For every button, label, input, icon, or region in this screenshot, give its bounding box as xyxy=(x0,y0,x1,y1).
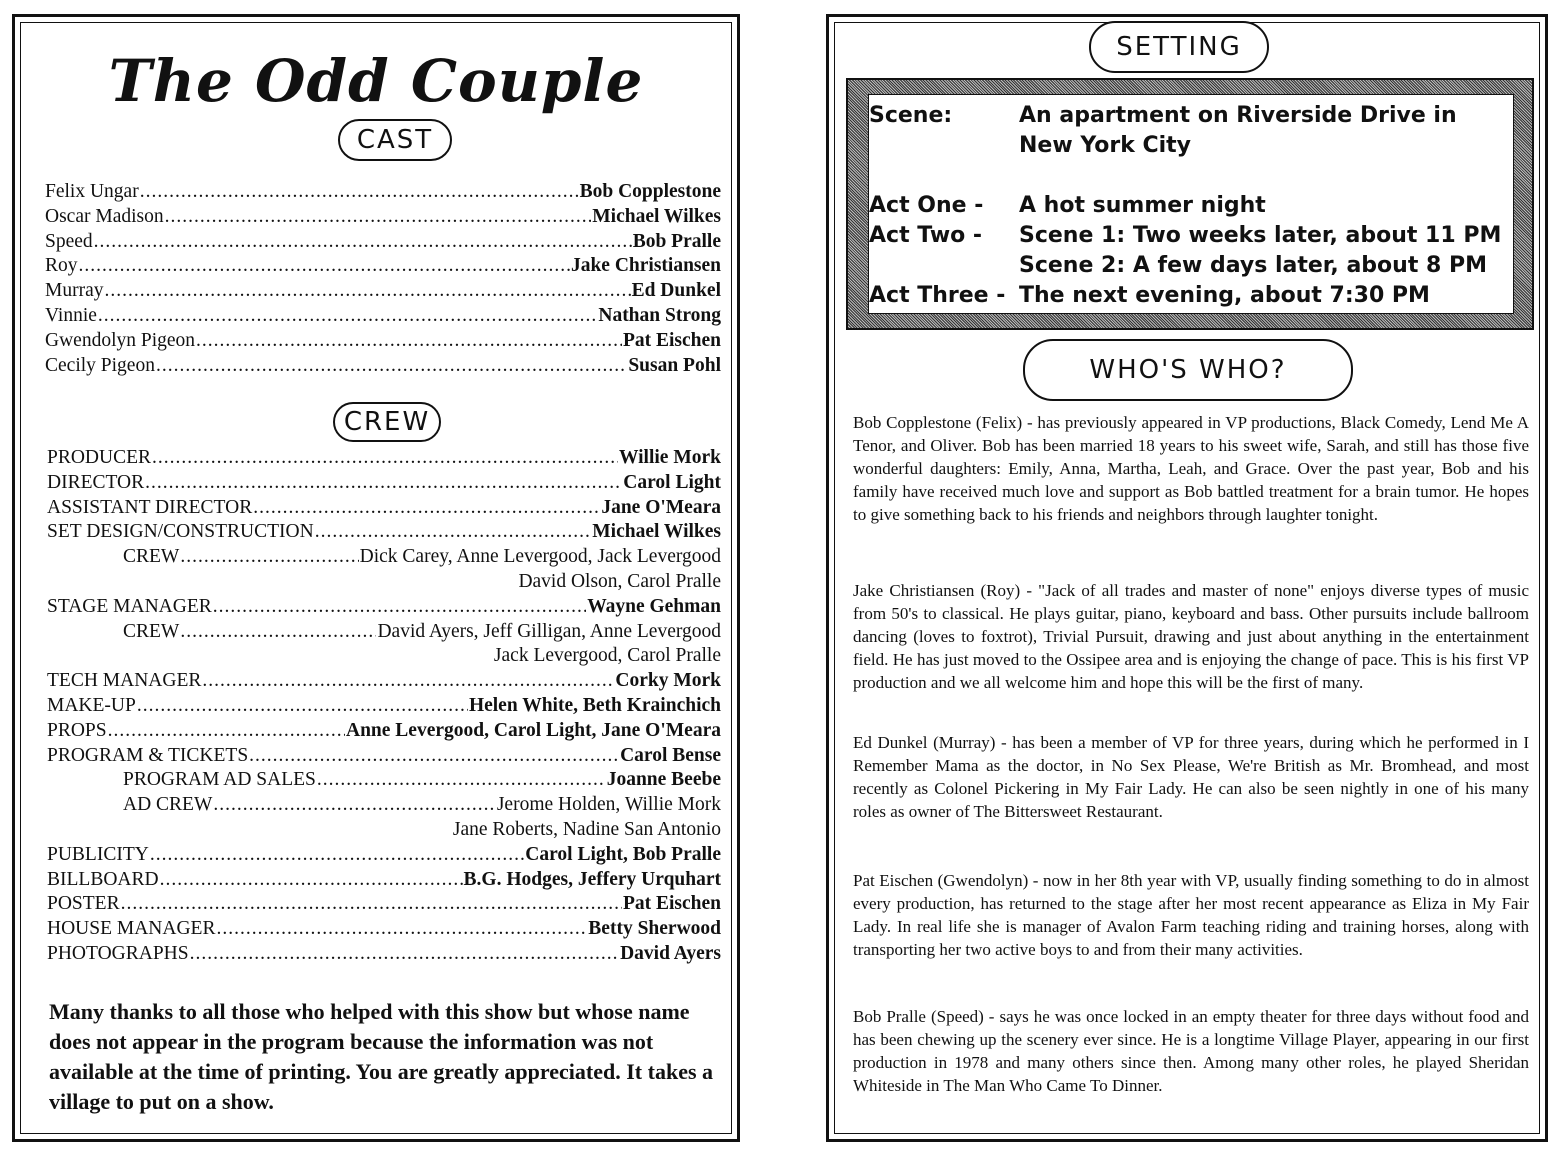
setting-list xyxy=(868,94,1514,314)
crew-name: Dick Carey, Anne Levergood, Jack Levergood xyxy=(359,546,721,568)
cast-row xyxy=(45,206,721,231)
leader-dots xyxy=(180,546,358,568)
crew-list xyxy=(47,447,721,968)
crew-name: Jane O'Meara xyxy=(601,496,721,518)
crew-row xyxy=(47,521,721,546)
crew-row xyxy=(47,745,721,770)
cast-role: Felix Ungar xyxy=(45,181,139,202)
cast-row xyxy=(45,231,721,256)
setting-text: The next evening, about 7:30 PM xyxy=(1019,283,1430,308)
crew-name: David Ayers xyxy=(620,942,721,964)
leader-dots xyxy=(216,918,587,940)
crew-role: PROPS xyxy=(47,719,107,741)
crew-name: Carol Bense xyxy=(620,744,721,766)
leader-dots xyxy=(180,621,376,643)
cast-role: Roy xyxy=(45,255,78,277)
leader-dots xyxy=(196,330,622,352)
crew-role: AD CREW xyxy=(123,794,213,816)
crew-role: DIRECTOR xyxy=(47,471,145,493)
crew-role: TECH MANAGER xyxy=(47,670,202,692)
crew-row xyxy=(47,546,721,571)
crew-role: PHOTOGRAPHS xyxy=(47,942,189,964)
crew-name: Betty Sherwood xyxy=(588,918,721,940)
crew-row xyxy=(47,621,721,646)
cast-row xyxy=(45,330,721,355)
crew-heading: CREW xyxy=(333,402,441,442)
leader-dots xyxy=(108,720,345,742)
crew-name: B.G. Hodges, Jeffery Urquhart xyxy=(463,868,721,890)
cast-actor: Pat Eischen xyxy=(622,329,721,351)
crew-name: Michael Wilkes xyxy=(592,521,721,543)
leader-dots xyxy=(150,844,524,866)
setting-box xyxy=(846,78,1534,330)
leader-dots xyxy=(152,447,618,469)
cast-row xyxy=(45,181,721,206)
leader-dots xyxy=(121,893,622,915)
bio-paragraph: Pat Eischen (Gwendolyn) - now in her 8th year with VP, usually finding something to do in almost every production, has returned to the stage after her most recent appearance as Eliza in My Fair Lady. In real life she is manager of Avalon Farm teaching riding and training horses, along with transporting her two active boys to and from their many activities. xyxy=(853,871,1529,959)
cast-actor: Ed Dunkel xyxy=(631,280,721,302)
cast-actor: Bob Copplestone xyxy=(579,181,721,202)
setting-text: A hot summer night xyxy=(1019,193,1266,218)
crew-role: PROGRAM AD SALES xyxy=(123,769,316,791)
crew-name-continued: Jack Levergood, Carol Pralle xyxy=(493,645,721,667)
crew-name: Corky Mork xyxy=(615,670,721,692)
leader-dots xyxy=(160,869,463,891)
leader-dots xyxy=(145,472,622,494)
crew-role: PRODUCER xyxy=(47,447,152,468)
cast-row xyxy=(45,280,721,305)
crew-row-continued xyxy=(47,571,721,596)
crew-name: Carol Light, Bob Pralle xyxy=(525,843,721,865)
cast-row xyxy=(45,255,721,280)
cast-role: Gwendolyn Pigeon xyxy=(45,329,196,351)
cast-actor: Jake Christiansen xyxy=(570,255,721,277)
crew-role: PUBLICITY xyxy=(47,843,149,865)
crew-name: Willie Mork xyxy=(618,447,721,468)
setting-text: An apartment on Riverside Drive in xyxy=(1019,103,1457,128)
crew-row xyxy=(47,893,721,918)
whos-who-heading: WHO'S WHO? xyxy=(1023,339,1353,401)
cast-role: Cecily Pigeon xyxy=(45,354,155,376)
cast-role: Speed xyxy=(45,230,93,252)
cast-role: Oscar Madison xyxy=(45,205,164,227)
bio-paragraph: Ed Dunkel (Murray) - has been a member of VP for three years, during which he performed in I Remember Mama as the doctor, in No Sex Please, We're British as Mr. Bromhead, and most recently as Colonel Pickering in My Fair Lady. He can also be seen nightly in one of his many roles as owner of The Bittersweet Restaurant. xyxy=(853,733,1529,821)
crew-name: Joanne Beebe xyxy=(606,769,721,791)
setting-label: Scene: xyxy=(869,103,953,128)
crew-role: CREW xyxy=(123,546,180,568)
crew-name: Carol Light xyxy=(623,471,721,493)
bio-paragraph: Bob Pralle (Speed) - says he was once locked in an empty theater for three days without food and has been chewing up the scenery ever since. He is a longtime Village Player, appearing in our first production in 1978 and many others since then. Among many other roles, he played Sheridan Whiteside in The Man Who Came To Dinner. xyxy=(853,1007,1529,1095)
setting-text: New York City xyxy=(1019,133,1192,158)
leader-dots xyxy=(213,596,586,618)
cast-role: Vinnie xyxy=(45,304,97,326)
leader-dots xyxy=(165,206,592,228)
crew-row xyxy=(47,769,721,794)
crew-row xyxy=(47,596,721,621)
setting-label: Act One - xyxy=(869,193,984,218)
crew-row xyxy=(47,472,721,497)
leader-dots xyxy=(317,769,606,791)
crew-name: Pat Eischen xyxy=(622,893,721,915)
cast-role: Murray xyxy=(45,280,104,302)
setting-text: Scene 1: Two weeks later, about 11 PM xyxy=(1019,223,1502,248)
crew-row xyxy=(47,943,721,968)
leader-dots xyxy=(315,521,592,543)
crew-row xyxy=(47,918,721,943)
crew-role: CREW xyxy=(123,620,180,642)
crew-role: POSTER xyxy=(47,893,120,915)
crew-row-continued xyxy=(47,645,721,670)
crew-row xyxy=(47,670,721,695)
leader-dots xyxy=(104,280,630,302)
cast-actor: Susan Pohl xyxy=(628,354,721,376)
cast-row xyxy=(45,355,721,380)
leader-dots xyxy=(202,670,614,692)
cast-actor: Bob Pralle xyxy=(632,230,721,252)
crew-name-continued: David Olson, Carol Pralle xyxy=(518,570,721,592)
crew-name: Helen White, Beth Krainchich xyxy=(468,694,721,716)
cast-heading: CAST xyxy=(338,119,452,161)
bio-paragraph: Jake Christiansen (Roy) - "Jack of all trades and master of none" enjoys diverse types of music from 50's to classical. He plays guitar, piano, keyboard and bass. Other pursuits include ballroom dancing (loves to foxtrot), Trivial Pursuit, drawing and just about anything in the entertainment field. He has just moved to the Ossipee area and is enjoying the change of pace. This is his first VP production and we all welcome him and hope this will be the first of many. xyxy=(853,581,1529,692)
crew-name: Jerome Holden, Willie Mork xyxy=(496,794,721,816)
leader-dots xyxy=(253,497,600,519)
crew-row xyxy=(47,695,721,720)
crew-name: Anne Levergood, Carol Light, Jane O'Meara xyxy=(346,719,721,741)
crew-row xyxy=(47,447,721,472)
leader-dots xyxy=(213,794,495,816)
setting-heading: SETTING xyxy=(1089,21,1269,73)
crew-role: ASSISTANT DIRECTOR xyxy=(47,496,253,518)
cast-row xyxy=(45,305,721,330)
leader-dots xyxy=(156,355,627,377)
right-page xyxy=(826,14,1548,1142)
crew-row-continued xyxy=(47,819,721,844)
leader-dots xyxy=(94,231,632,253)
left-page xyxy=(12,14,740,1142)
leader-dots xyxy=(137,695,468,717)
cast-actor: Michael Wilkes xyxy=(592,205,721,227)
crew-role: BILLBOARD xyxy=(47,868,159,890)
leader-dots xyxy=(249,745,619,767)
crew-row xyxy=(47,844,721,869)
show-title: The Odd Couple xyxy=(108,47,644,115)
leader-dots xyxy=(79,255,570,277)
crew-row xyxy=(47,720,721,745)
bio-paragraph: Bob Copplestone (Felix) - has previously appeared in VP productions, Black Comedy, Lend Me A Tenor, and Oliver. Bob has been married 18 years to his sweet wife, Sarah, and still has those five wonderful daughters: Emily, Anna, Martha, Leah, and Grace. Over the past year, Bob and his family have received much love and support as Bob battled treatment for a brain tumor. He hopes to give something back to his friends and neighbors through laughter tonight. xyxy=(853,413,1529,524)
crew-role: MAKE-UP xyxy=(47,694,136,716)
crew-row xyxy=(47,794,721,819)
setting-text: Scene 2: A few days later, about 8 PM xyxy=(1019,253,1487,278)
setting-label: Act Two - xyxy=(869,223,983,248)
crew-role: SET DESIGN/CONSTRUCTION xyxy=(47,521,314,543)
setting-label: Act Three - xyxy=(869,283,1006,308)
leader-dots xyxy=(140,181,579,203)
crew-role: STAGE MANAGER xyxy=(47,595,212,617)
thanks-note: Many thanks to all those who helped with this show but whose name does not appear in the program because the information was not available at the time of printing. You are greatly appreciated. It takes a village to put on a show. xyxy=(49,999,714,1114)
crew-row xyxy=(47,869,721,894)
cast-actor: Nathan Strong xyxy=(598,304,721,326)
leader-dots xyxy=(98,305,597,327)
crew-role: HOUSE MANAGER xyxy=(47,918,216,940)
cast-list xyxy=(45,181,721,379)
crew-role: PROGRAM & TICKETS xyxy=(47,744,249,766)
crew-name: David Ayers, Jeff Gilligan, Anne Levergood xyxy=(377,620,721,642)
crew-name-continued: Jane Roberts, Nadine San Antonio xyxy=(452,818,721,840)
crew-row xyxy=(47,497,721,522)
leader-dots xyxy=(190,943,619,965)
crew-name: Wayne Gehman xyxy=(587,595,721,617)
